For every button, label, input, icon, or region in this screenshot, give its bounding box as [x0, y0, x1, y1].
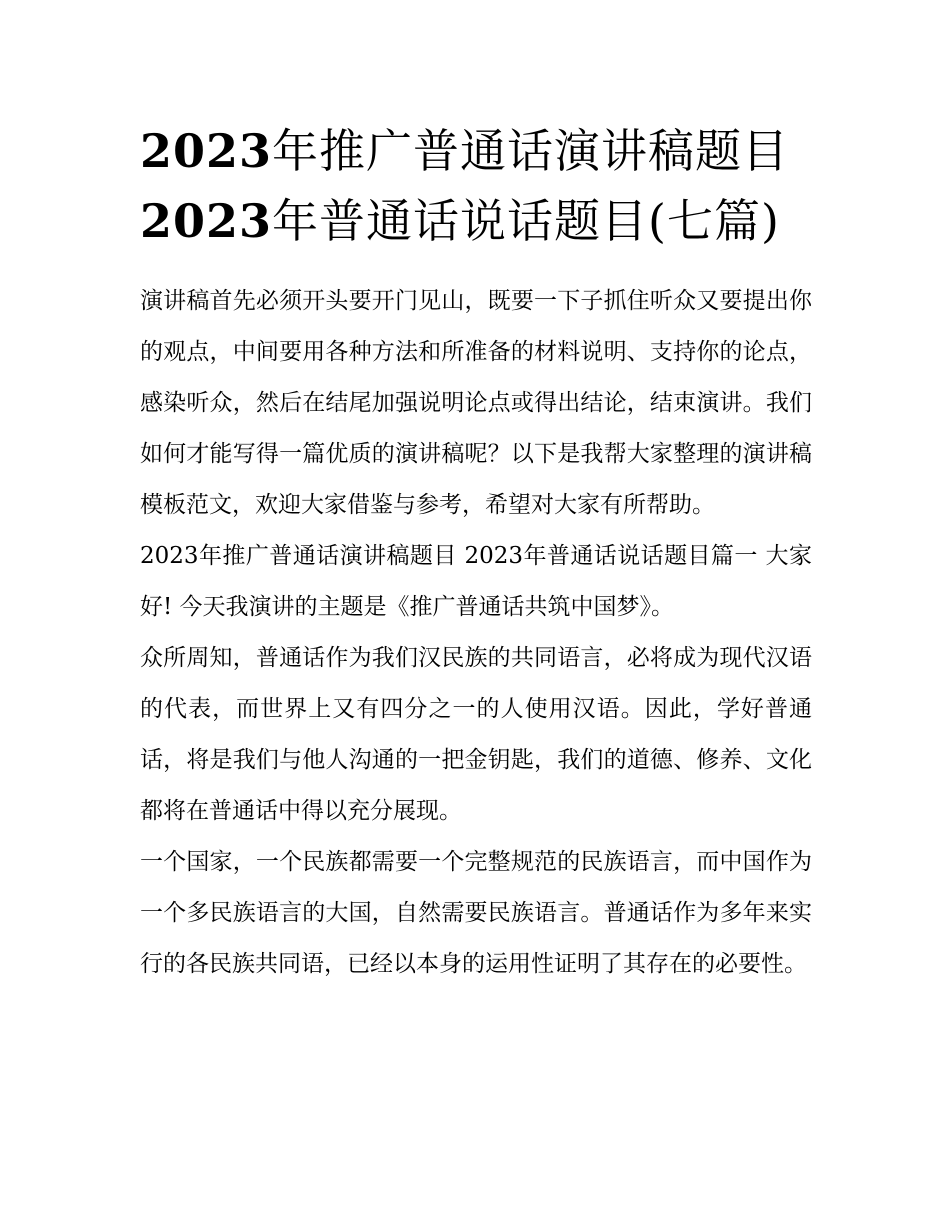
title-year-2: 2023 — [140, 194, 273, 248]
title-line-1 — [140, 116, 830, 186]
title-line-2 — [140, 186, 830, 256]
document-title — [140, 116, 830, 256]
title-text-1: 年推广普通话演讲稿题目 — [272, 124, 790, 178]
title-text-2: 年普通话说话题目(七篇) — [272, 194, 780, 248]
paragraph-greeting: 2023年推广普通话演讲稿题目 2023年普通话说话题目篇一 大家好! 今天我演讲的主题是《推广普通话共筑中国梦》。 — [140, 543, 812, 620]
paragraph-national-language: 一个国家，一个民族都需要一个完整规范的民族语言，而中国作为一个多民族语言的大国，自然需要民族语言。普通话作为多年来实行的各民族共同语，已经以本身的运用性证明了其存在的必要性。 — [140, 849, 812, 977]
paragraph-common-language: 众所周知，普通话作为我们汉民族的共同语言，必将成为现代汉语的代表，而世界上又有四分之一的人使用汉语。因此，学好普通话，将是我们与他人沟通的一把金钥匙，我们的道德、修养、文化都将在普通话中得以充分展现。 — [140, 645, 812, 824]
paragraph-intro: 演讲稿首先必须开头要开门见山，既要一下子抓住听众又要提出你的观点，中间要用各种方法和所准备的材料说明、支持你的论点，感染听众，然后在结尾加强说明论点或得出结论，结束演讲。我们如何才能写得一篇优质的演讲稿呢？以下是我帮大家整理的演讲稿模板范文，欢迎大家借鉴与参考，希望对大家有所帮助。 — [140, 288, 812, 518]
document-body — [140, 276, 812, 990]
title-year-1: 2023 — [140, 124, 273, 178]
